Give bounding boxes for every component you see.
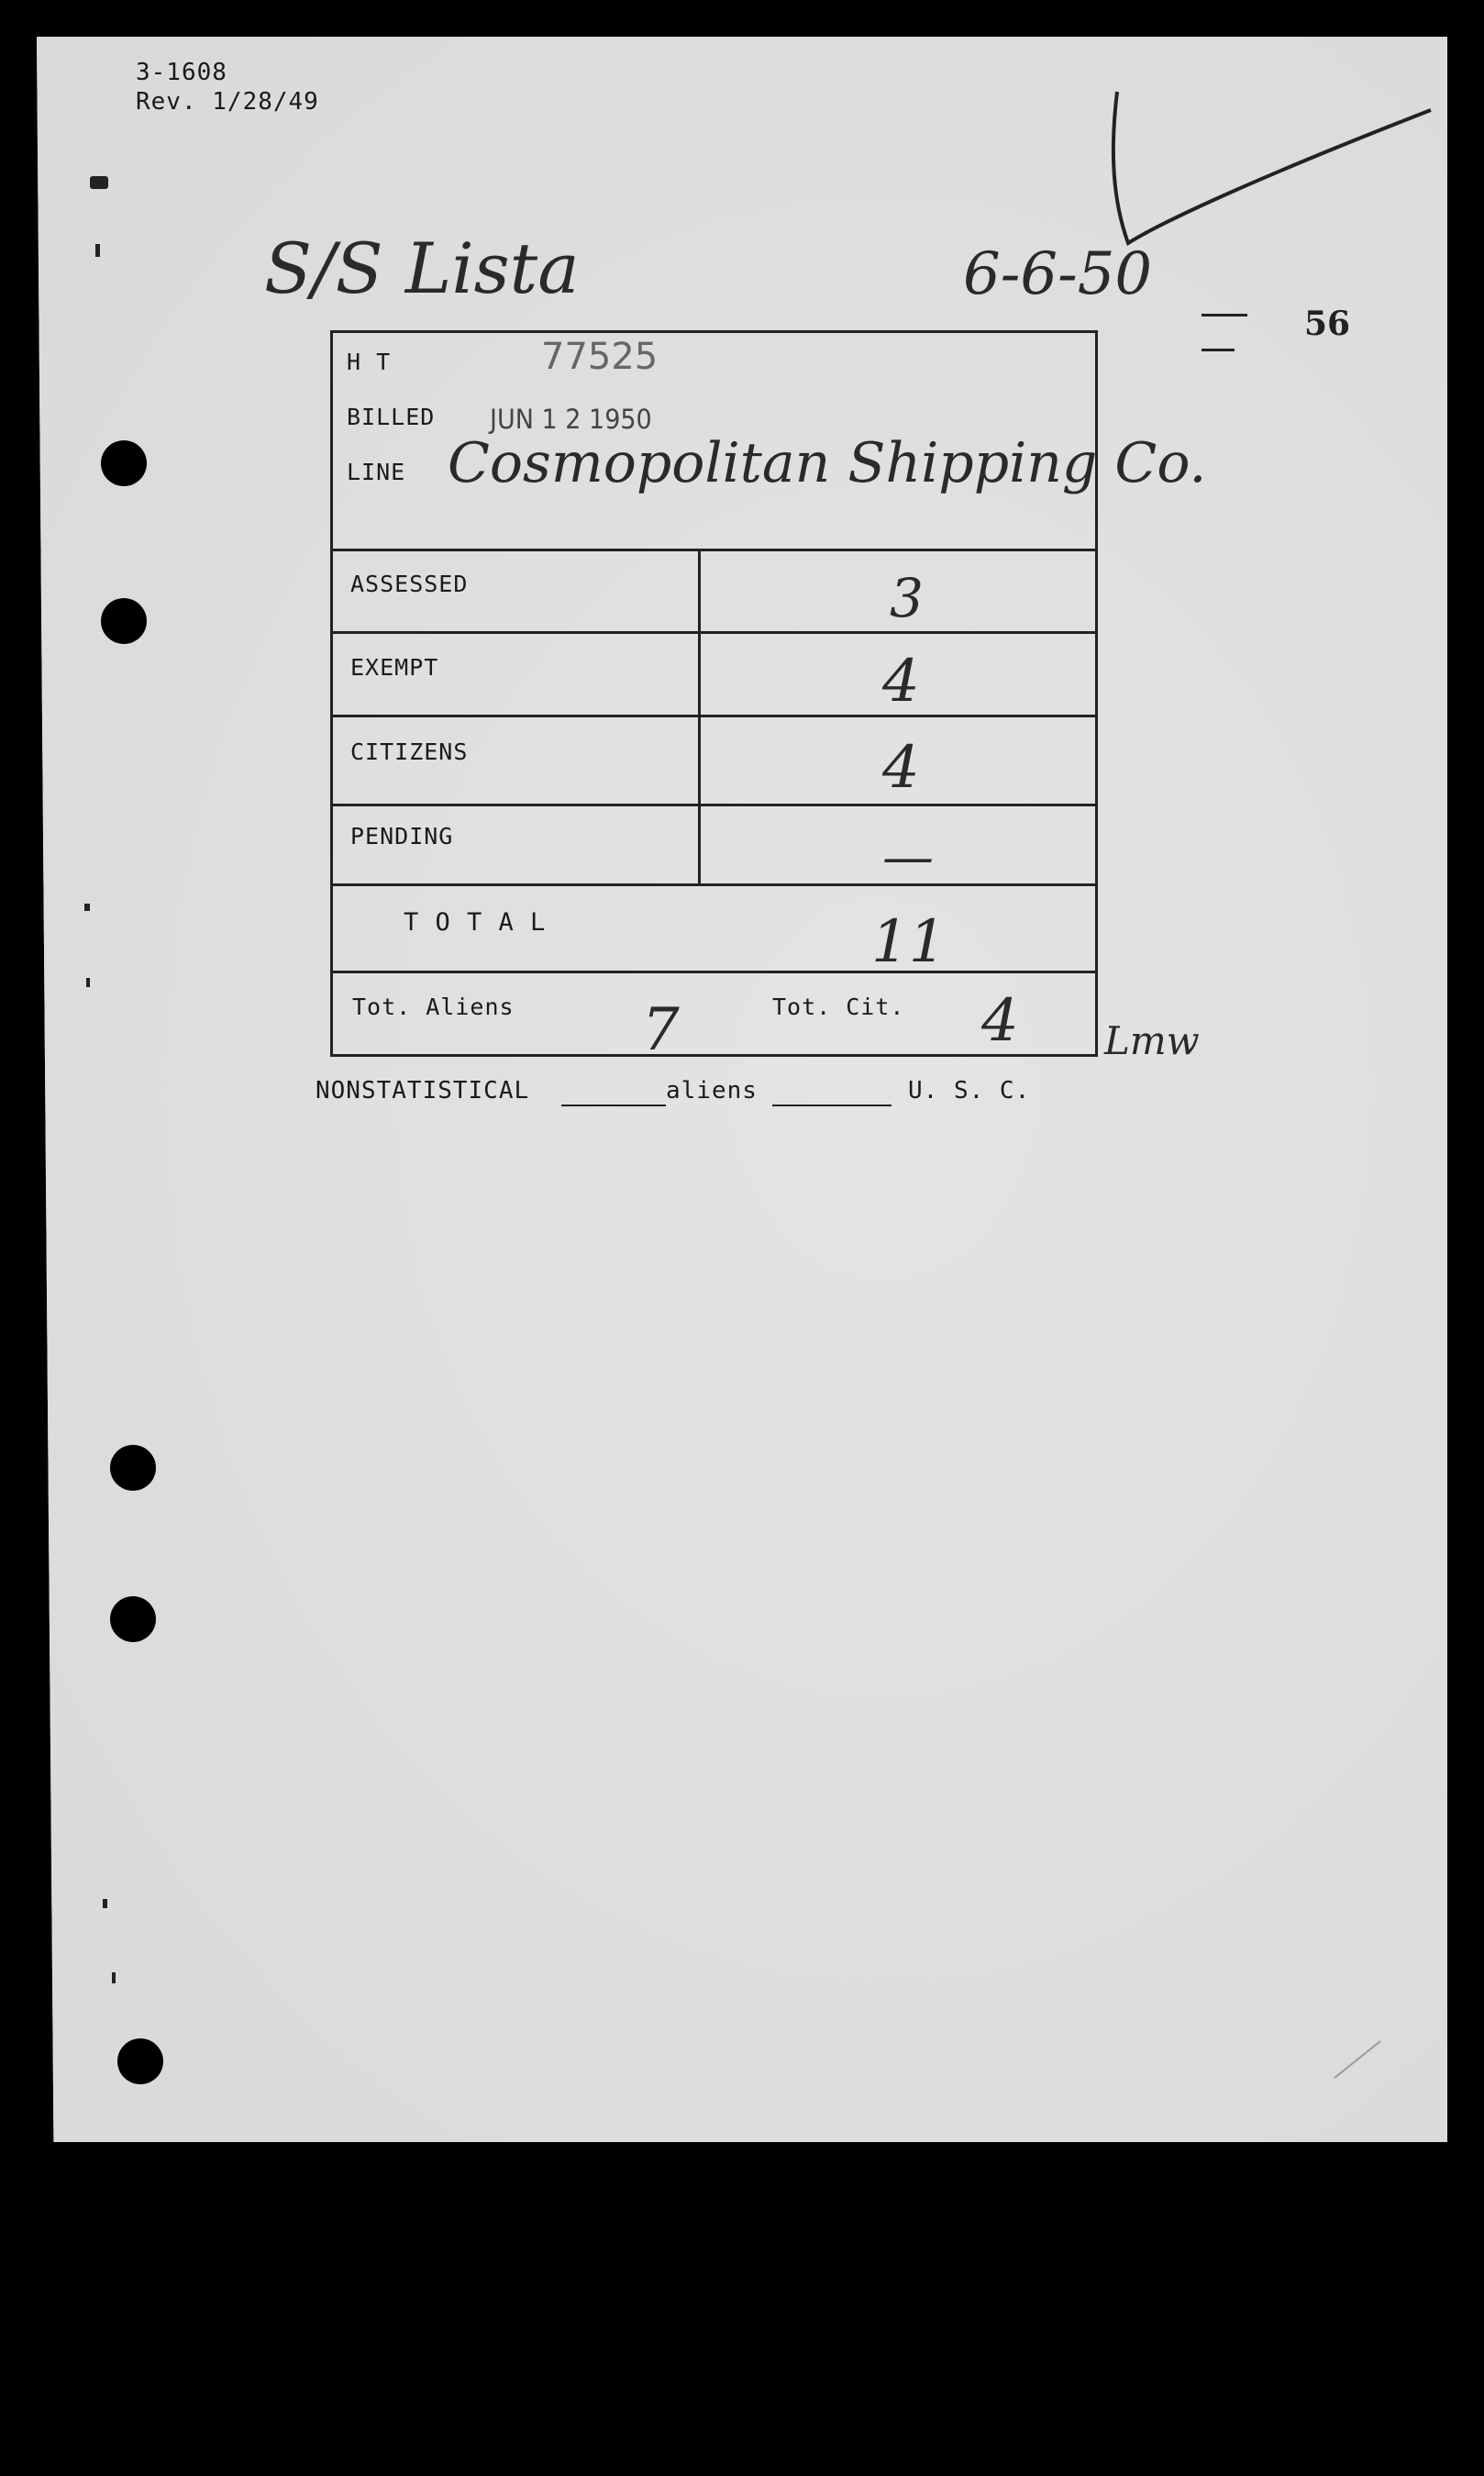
pencil-mark (1330, 2037, 1385, 2082)
row-label: PENDING (350, 823, 454, 849)
row-divider (330, 883, 1098, 886)
nonstatistical-blank (561, 1105, 666, 1106)
tot-cit-label: Tot. Cit. (772, 994, 905, 1020)
row-label: CITIZENS (350, 738, 469, 765)
billed-date-stamp: JUN 1 2 1950 (490, 404, 652, 436)
punch-hole (110, 1445, 156, 1491)
page-number: 56 (1304, 305, 1351, 343)
clerk-initials: Lmw (1104, 1018, 1200, 1063)
row-value: 3 (890, 567, 924, 629)
nonstatistical-label: NONSTATISTICAL (316, 1077, 530, 1105)
total-value: 11 (871, 908, 947, 976)
row-value: 4 (882, 648, 920, 716)
form-revision: Rev. 1/28/49 (136, 88, 319, 116)
row-label: ASSESSED (350, 571, 469, 597)
arrival-date: 6-6-50 (963, 240, 1153, 308)
row-label: EXEMPT (350, 654, 439, 681)
usc-label: U. S. C. (908, 1077, 1031, 1105)
aliens-label: aliens (666, 1077, 758, 1105)
row-value: — (882, 827, 934, 887)
row-value: 4 (882, 734, 920, 802)
column-divider (698, 550, 701, 884)
row-divider (330, 549, 1098, 551)
punch-hole (101, 440, 147, 486)
tot-aliens-label: Tot. Aliens (352, 994, 515, 1020)
ht-number: 77525 (541, 336, 659, 378)
dash-mark (1202, 349, 1235, 351)
aliens-blank (772, 1105, 892, 1106)
punch-hole (101, 598, 147, 644)
total-label: T O T A L (404, 908, 547, 937)
binder-mark (95, 244, 100, 257)
row-divider (330, 804, 1098, 806)
binder-mark (112, 1972, 116, 1983)
line-value: Cosmopolitan Shipping Co. (448, 431, 1207, 495)
punch-hole (117, 2038, 163, 2084)
billed-label: BILLED (347, 404, 436, 430)
binder-mark (90, 176, 108, 189)
row-divider (330, 715, 1098, 717)
row-divider (330, 971, 1098, 973)
form-number: 3-1608 (136, 59, 227, 86)
punch-hole (110, 1596, 156, 1642)
dash-mark (1202, 314, 1247, 316)
vessel-name: S/S Lista (264, 228, 580, 309)
check-mark-stroke (1101, 83, 1440, 266)
row-divider (330, 631, 1098, 634)
binder-mark (84, 904, 90, 911)
ht-label: H T (347, 349, 392, 375)
line-label: LINE (347, 459, 406, 485)
tot-aliens-value: 7 (642, 996, 680, 1064)
binder-mark (103, 1899, 107, 1908)
tot-cit-value: 4 (981, 987, 1019, 1055)
binder-mark (86, 978, 90, 987)
